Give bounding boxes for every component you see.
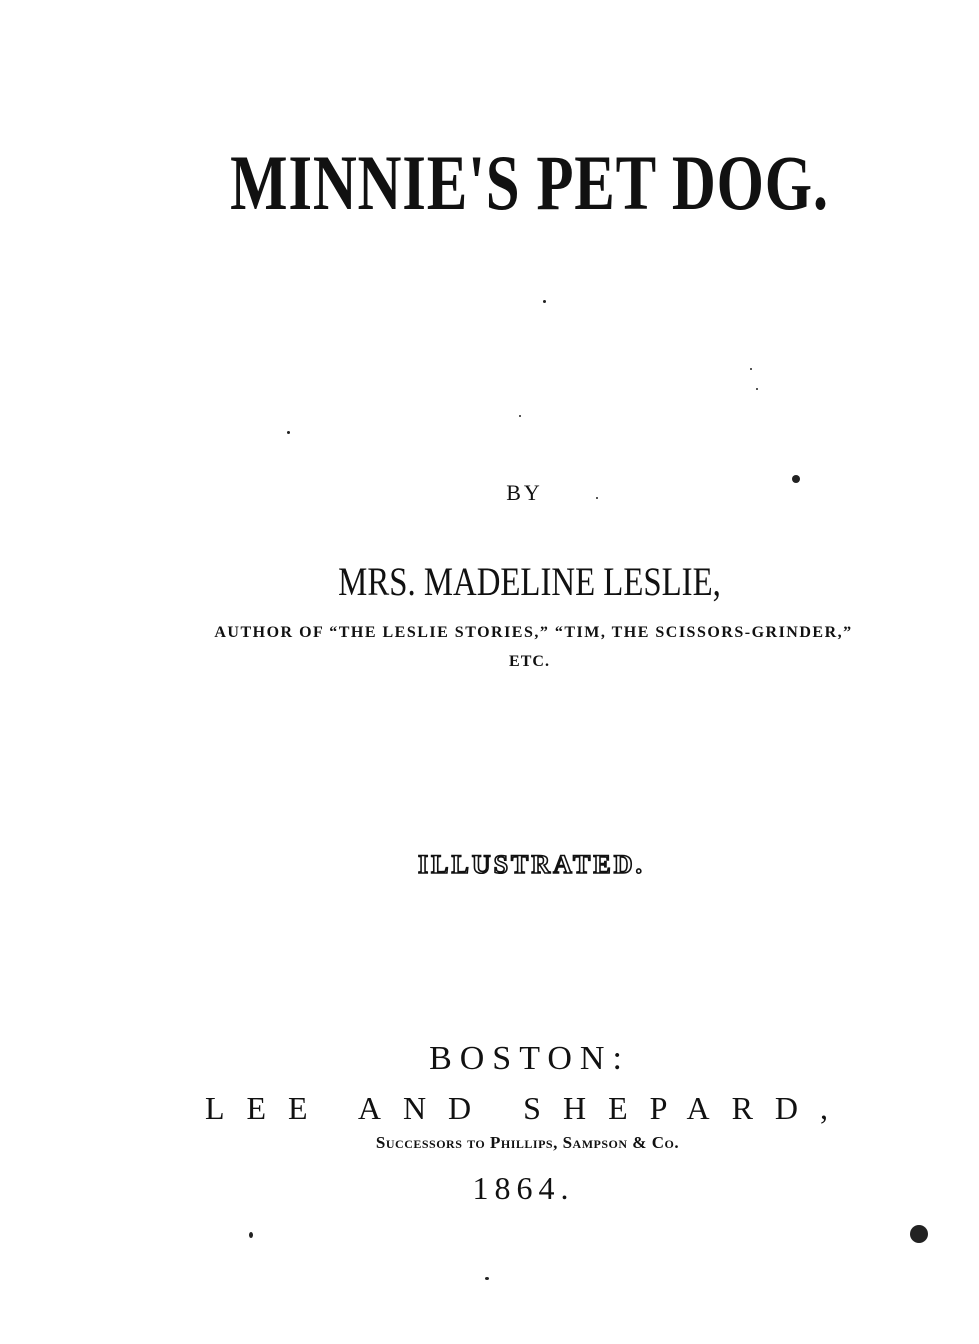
by-label: BY [506, 480, 543, 505]
credits-etc: ETC. [509, 653, 550, 670]
scan-speck [485, 1277, 489, 1280]
scan-speck [756, 388, 758, 390]
scan-speck [792, 475, 800, 483]
publication-city: BOSTON: [429, 1040, 630, 1077]
author-name: MRS. MADELINE LESLIE, [338, 559, 721, 604]
scan-speck [287, 431, 290, 434]
scan-speck [543, 300, 546, 303]
publisher-name: LEE AND SHEPARD, [204, 1090, 851, 1126]
scan-speck [596, 497, 598, 499]
scan-speck [519, 415, 521, 417]
scan-speck [249, 1232, 253, 1238]
publisher-successors: Successors to Phillips, Sampson & Co. [375, 1133, 680, 1152]
scan-speck [910, 1225, 928, 1243]
book-title: MINNIE'S PET DOG. [230, 139, 829, 226]
scan-speck [750, 368, 752, 370]
illustrated-label: ILLUSTRATED. [418, 850, 645, 879]
publication-year: 1864. [472, 1170, 575, 1206]
author-credits: AUTHOR OF “THE LESLIE STORIES,” “TIM, THE SCISSORS-GRINDER,” [214, 624, 853, 641]
